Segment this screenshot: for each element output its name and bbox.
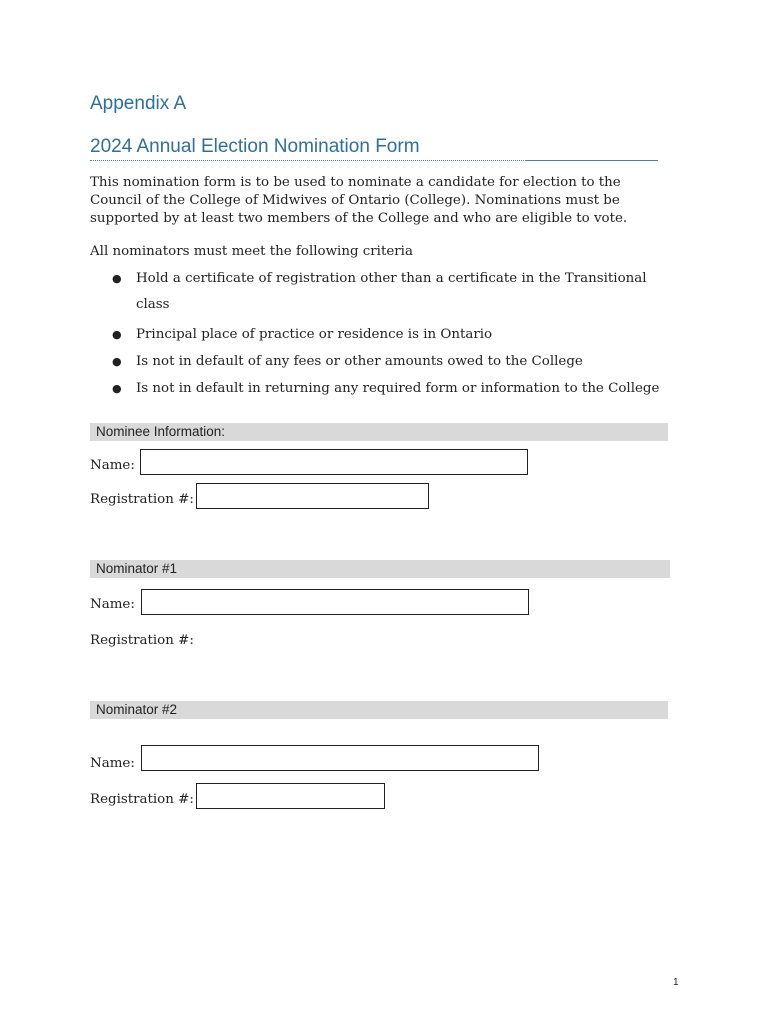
nominee-name-field[interactable] bbox=[140, 449, 528, 475]
criteria-item bbox=[90, 349, 680, 375]
criteria-item-text: Hold a certificate of registration other than a certificate in the Transitional class bbox=[136, 271, 647, 312]
nominee-name-label: Name: bbox=[90, 458, 135, 473]
bullet-icon: ● bbox=[112, 382, 122, 395]
nominator1-name-field[interactable] bbox=[141, 589, 529, 615]
nominee-registration-label: Registration #: bbox=[90, 492, 194, 507]
nominator2-registration-field[interactable] bbox=[196, 783, 385, 809]
intro-paragraph: This nomination form is to be used to nominate a candidate for election to the Council of the College of Midwives of Ontario (College). Nominations must be supported by at least two members of the College and who are eligible to vote. bbox=[90, 175, 628, 226]
nominee-section-heading: Nominee Information: bbox=[90, 423, 668, 441]
nominator2-name-label: Name: bbox=[90, 756, 135, 771]
criteria-item bbox=[90, 322, 680, 348]
page-number: 1 bbox=[673, 977, 679, 988]
criteria-item bbox=[90, 266, 680, 318]
nominator1-section-heading: Nominator #1 bbox=[90, 560, 670, 578]
nominator1-registration-label: Registration #: bbox=[90, 633, 194, 648]
nominator2-section-heading: Nominator #2 bbox=[90, 701, 668, 719]
title-underline-dotted bbox=[90, 160, 526, 161]
appendix-heading: Appendix A bbox=[90, 93, 187, 114]
nominator2-registration-label: Registration #: bbox=[90, 792, 194, 807]
criteria-lead: All nominators must meet the following criteria bbox=[90, 244, 413, 259]
nominator2-name-field[interactable] bbox=[141, 745, 539, 771]
nominator1-name-label: Name: bbox=[90, 597, 135, 612]
nominee-registration-field[interactable] bbox=[196, 483, 429, 509]
bullet-icon: ● bbox=[112, 355, 122, 368]
form-title: 2024 Annual Election Nomination Form bbox=[90, 136, 420, 157]
bullet-icon: ● bbox=[112, 272, 122, 285]
title-underline-solid bbox=[526, 160, 658, 161]
criteria-item bbox=[90, 376, 680, 402]
criteria-item-text: Is not in default in returning any required form or information to the College bbox=[136, 381, 660, 396]
criteria-item-text: Is not in default of any fees or other amounts owed to the College bbox=[136, 354, 583, 369]
criteria-item-text: Principal place of practice or residence is in Ontario bbox=[136, 327, 493, 342]
bullet-icon: ● bbox=[112, 328, 122, 341]
